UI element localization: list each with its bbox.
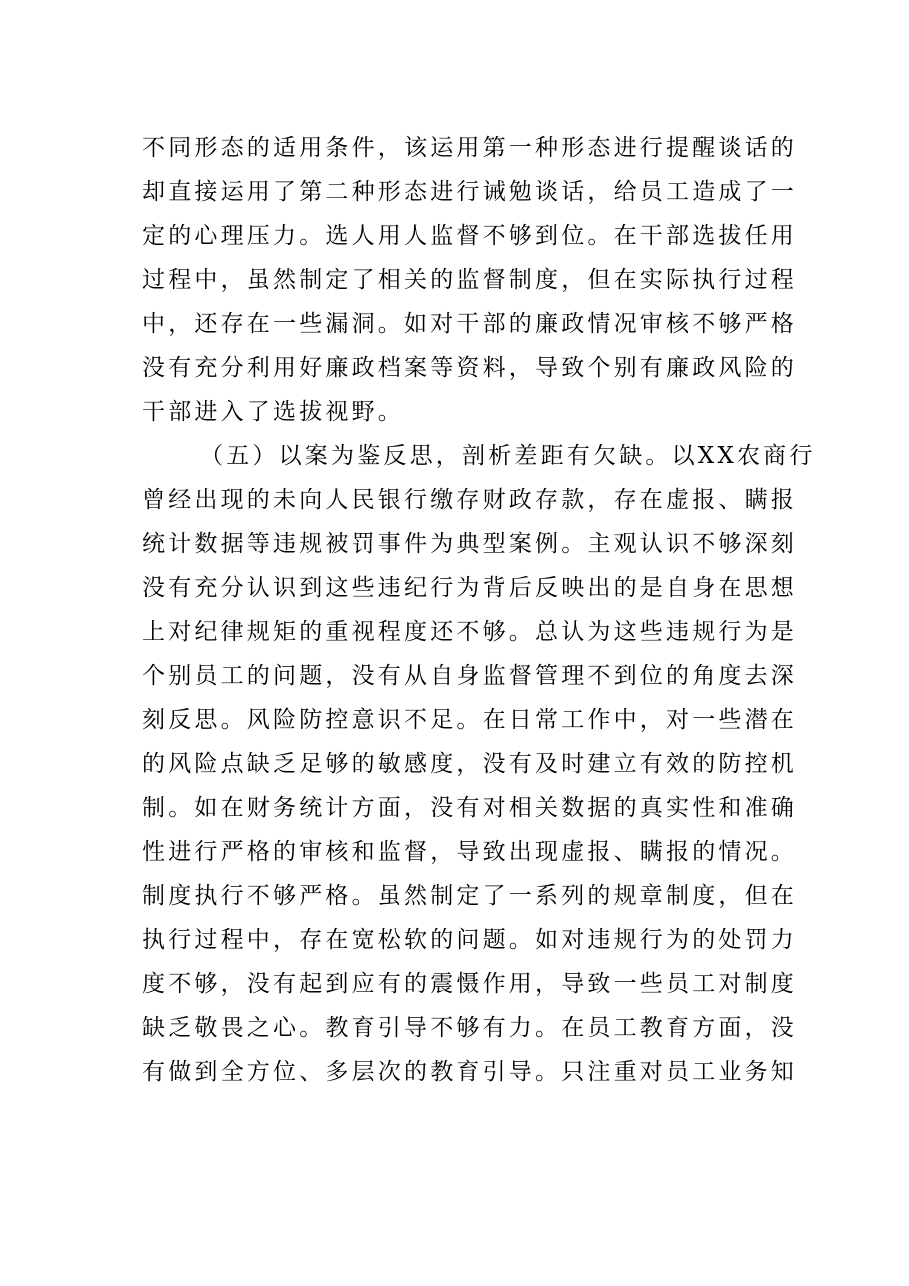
section-heading-line: （五）以案为鉴反思，剖析差距有欠缺。以XX农商行 xyxy=(200,443,816,469)
text-line: 没有充分利用好廉政档案等资料，导致个别有廉政风险的 xyxy=(142,355,797,381)
text-line: 性进行严格的审核和监督，导致出现虚报、瞒报的情况。 xyxy=(142,839,797,865)
text-line: 有做到全方位、多层次的教育引导。只注重对员工业务知 xyxy=(142,1059,797,1085)
text-line: 却直接运用了第二种形态进行诫勉谈话，给员工造成了一 xyxy=(142,179,797,205)
text-line: 的风险点缺乏足够的敏感度，没有及时建立有效的防控机 xyxy=(142,751,797,777)
text-line: 统计数据等违规被罚事件为典型案例。主观认识不够深刻 xyxy=(142,531,797,557)
text-line: 过程中，虽然制定了相关的监督制度，但在实际执行过程 xyxy=(142,267,797,293)
text-line: 不同形态的适用条件，该运用第一种形态进行提醒谈话的 xyxy=(142,135,797,161)
text-line: 曾经出现的未向人民银行缴存财政存款，存在虚报、瞒报 xyxy=(142,487,797,513)
text-line: 缺乏敬畏之心。教育引导不够有力。在员工教育方面，没 xyxy=(142,1015,797,1041)
text-line: 制度执行不够严格。虽然制定了一系列的规章制度，但在 xyxy=(142,883,797,909)
body-text xyxy=(142,126,816,1094)
text-line: 制。如在财务统计方面，没有对相关数据的真实性和准确 xyxy=(142,795,797,821)
text-line: 干部进入了选拔视野。 xyxy=(142,399,404,425)
text-line: 执行过程中，存在宽松软的问题。如对违规行为的处罚力 xyxy=(142,927,797,953)
text-line: 上对纪律规矩的重视程度还不够。总认为这些违规行为是 xyxy=(142,619,797,645)
text-line: 度不够，没有起到应有的震慑作用，导致一些员工对制度 xyxy=(142,971,797,997)
text-line: 刻反思。风险防控意识不足。在日常工作中，对一些潜在 xyxy=(142,707,797,733)
text-line: 中，还存在一些漏洞。如对干部的廉政情况审核不够严格 xyxy=(142,311,797,337)
text-line: 没有充分认识到这些违纪行为背后反映出的是自身在思想 xyxy=(142,575,797,601)
text-line: 个别员工的问题，没有从自身监督管理不到位的角度去深 xyxy=(142,663,797,689)
text-line: 定的心理压力。选人用人监督不够到位。在干部选拔任用 xyxy=(142,223,797,249)
